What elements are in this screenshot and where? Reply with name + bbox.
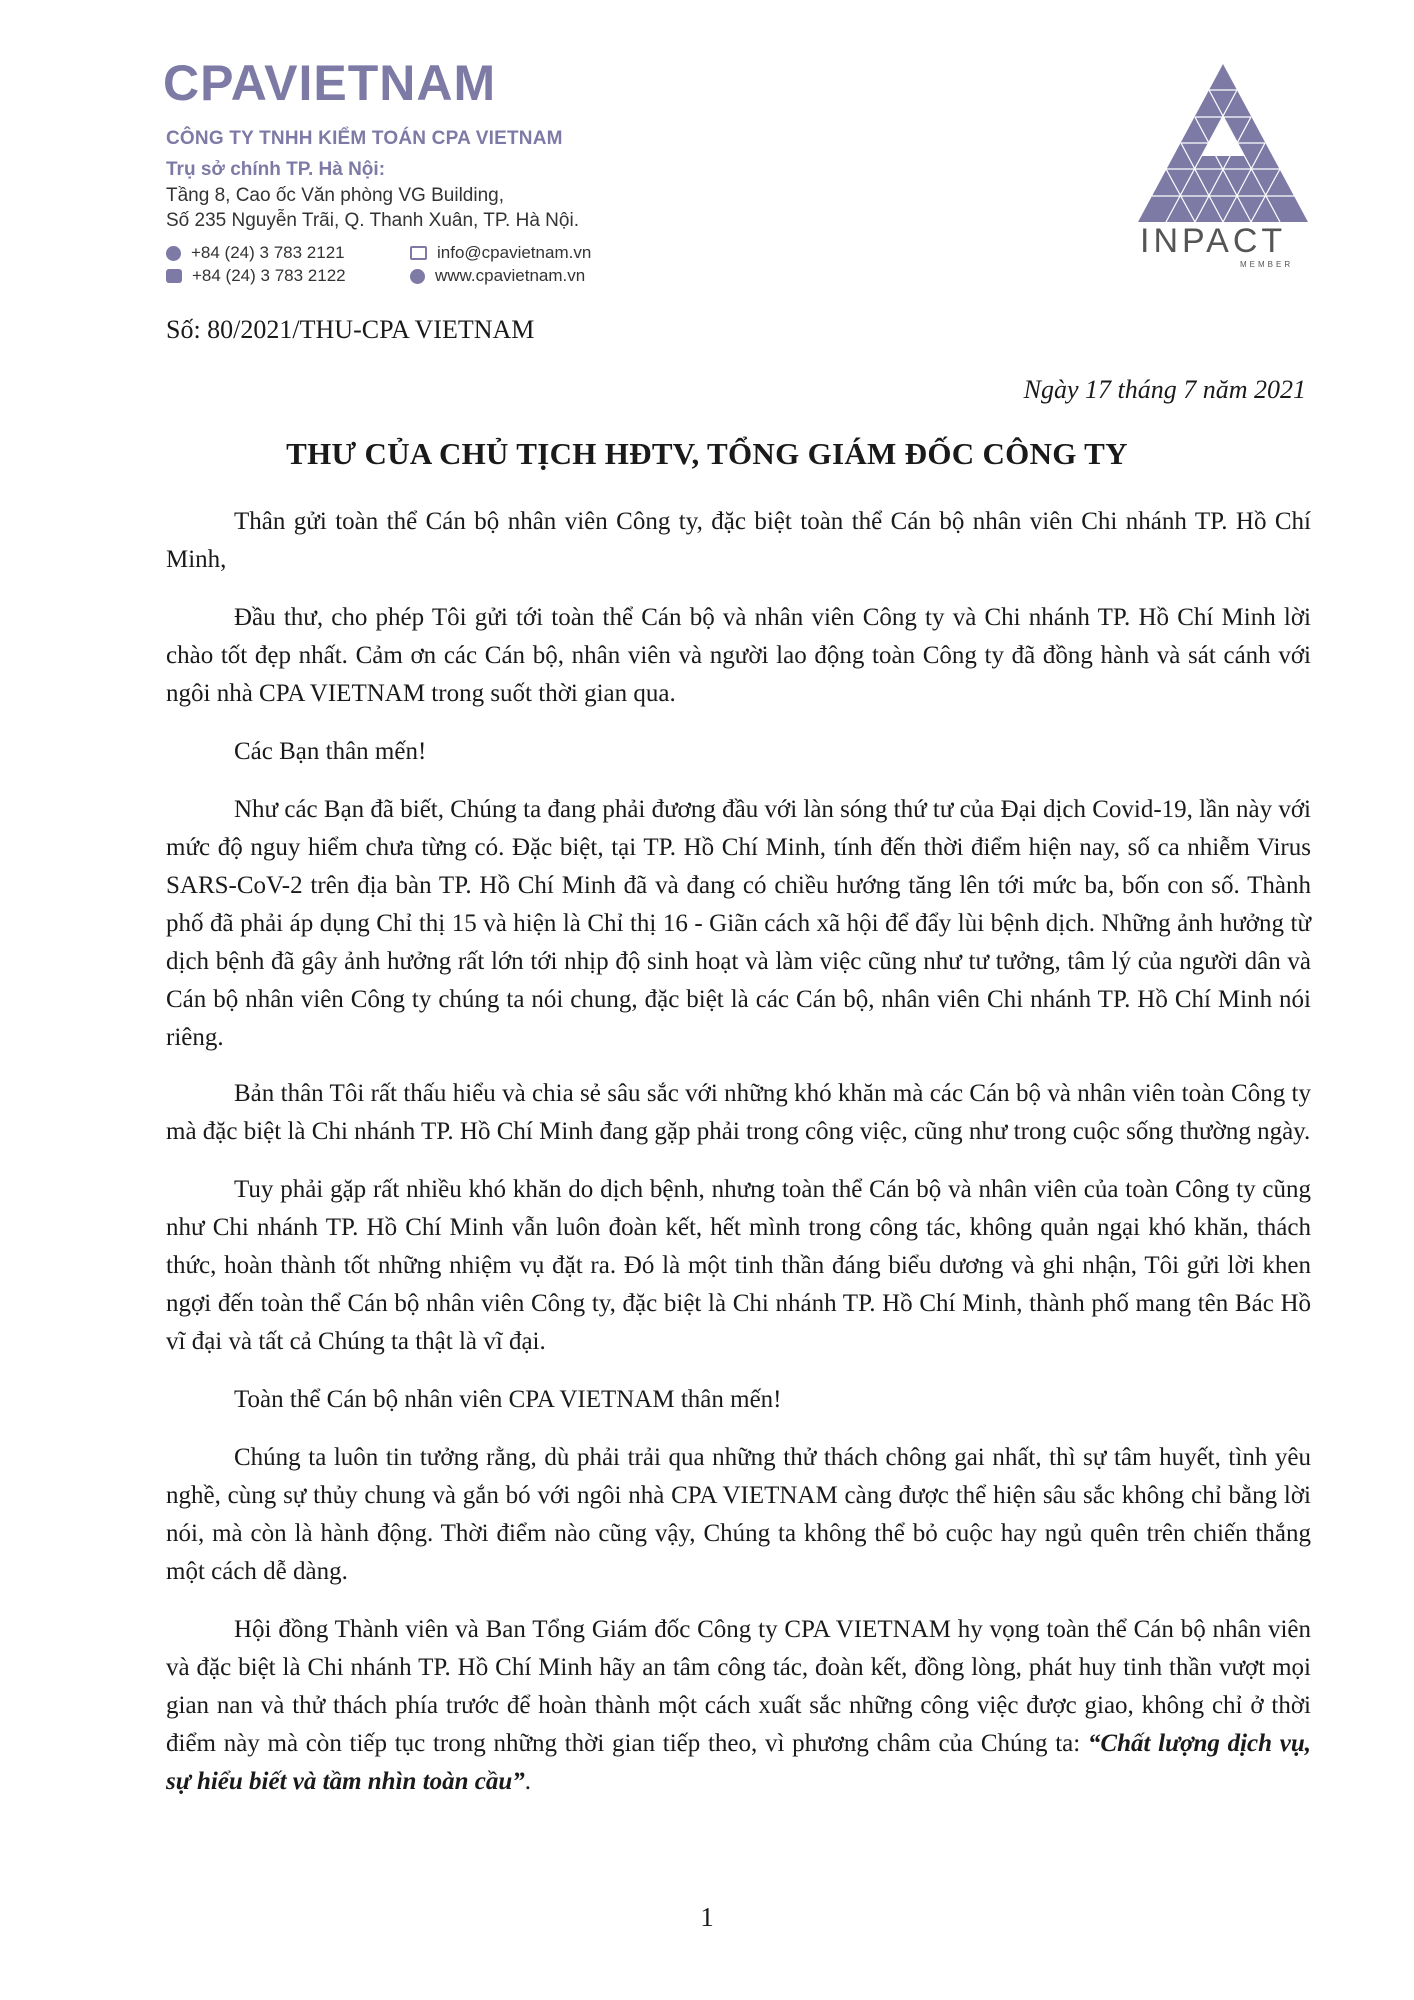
paragraph-sympathy: Bản thân Tôi rất thấu hiểu và chia sẻ sâu sắc với những khó khăn mà các Cán bộ và nhân viên toàn Công ty mà đặc biệt là Chi nhánh TP. Hồ Chí Minh đang gặp phải trong công việc, cũng như trong cuộc sống thường ngày.: [166, 1080, 1311, 1145]
mail-icon: [410, 246, 427, 260]
letter-title: THƯ CỦA CHỦ TỊCH HĐTV, TỔNG GIÁM ĐỐC CÔNG TY: [286, 436, 1128, 471]
paragraph-covid-situation: Như các Bạn đã biết, Chúng ta đang phải đương đầu với làn sóng thứ tư của Đại dịch Covid-19, lần này với mức độ nguy hiểm chưa từng có. Đặc biệt, tại TP. Hồ Chí Minh, tính đến thời điểm hiện nay, số ca nhiễm Virus SARS-CoV-2 trên địa bàn TP. Hồ Chí Minh đã và đang có chiều hướng tăng lên tới mức ba, bốn con số. Thành phố đã phải áp dụng Chỉ thị 15 và hiện là Chỉ thị 16 - Giãn cách xã hội để đẩy lùi bệnh dịch. Những ảnh hưởng từ dịch bệnh đã gây ảnh hưởng rất lớn tới nhịp độ sinh hoạt và làm việc cũng như tư tưởng, tâm lý của người dân và Cán bộ nhân viên Công ty chúng ta nói chung, đặc biệt là các Cán bộ, nhân viên Chi nhánh TP. Hồ Chí Minh nói riêng.: [166, 796, 1311, 1051]
phone-icon: [166, 246, 181, 261]
globe-icon: [410, 269, 425, 284]
inpact-wordmark: INPACT: [1140, 222, 1287, 260]
fax-icon: [166, 269, 182, 283]
company-name: CÔNG TY TNHH KIỂM TOÁN CPA VIETNAM: [166, 128, 563, 149]
document-number: Số: 80/2021/THU-CPA VIETNAM: [166, 315, 535, 344]
website-url: www.cpavietnam.vn: [435, 266, 586, 285]
hq-label: Trụ sở chính TP. Hà Nội:: [166, 159, 386, 180]
address-line-2: Số 235 Nguyễn Trãi, Q. Thanh Xuân, TP. Hà Nội.: [166, 210, 579, 231]
fax-contact: [166, 266, 346, 286]
paragraph-closing: [166, 1611, 1311, 1801]
company-logo: CPAVIETNAM: [163, 55, 497, 111]
email-address: info@cpavietnam.vn: [437, 243, 592, 262]
paragraph-salutation: Các Bạn thân mến!: [234, 738, 427, 765]
phone-number: +84 (24) 3 783 2121: [191, 243, 345, 262]
paragraph-belief: Chúng ta luôn tin tưởng rằng, dù phải trải qua những thử thách chông gai nhất, thì sự tâm huyết, tình yêu nghề, cùng sự thủy chung và gắn bó với ngôi nhà CPA VIETNAM càng được thể hiện sâu sắc không chỉ bằng lời nói, mà còn là hành động. Thời điểm nào cũng vậy, Chúng ta không thể bỏ cuộc hay ngủ quên trên chiến thắng một cách dễ dàng.: [166, 1444, 1311, 1585]
closing-text: Hội đồng Thành viên và Ban Tổng Giám đốc Công ty CPA VIETNAM hy vọng toàn thể Cán bộ nhân viên và đặc biệt là Chi nhánh TP. Hồ Chí Minh hãy an tâm công tác, đoàn kết, đồng lòng, phát huy tinh thần vượt mọi gian nan và thử thách phía trước để hoàn thành một cách xuất sắc những công việc được giao, không chỉ ở thời điểm này mà còn tiếp tục trong những thời gian tiếp theo, vì phương châm của Chúng ta:: [166, 1616, 1311, 1757]
company-motto: “Chất lượng dịch vụ, sự hiểu biết và tầm nhìn toàn cầu”: [166, 1730, 1312, 1795]
inpact-member-label: MEMBER: [1240, 260, 1294, 269]
letter-body: [166, 503, 1311, 1821]
paragraph-salutation-2: Toàn thể Cán bộ nhân viên CPA VIETNAM thân mến!: [234, 1386, 782, 1413]
website-contact: [410, 266, 585, 286]
paragraph-praise: Tuy phải gặp rất nhiều khó khăn do dịch bệnh, nhưng toàn thể Cán bộ và nhân viên của toàn Công ty cũng như Chi nhánh TP. Hồ Chí Minh vẫn luôn đoàn kết, hết mình trong công tác, không quản ngại khó khăn, thách thức, hoàn thành tốt những nhiệm vụ đặt ra. Đó là một tinh thần đáng biểu dương và ghi nhận, Tôi gửi lời khen ngợi đến toàn thể Cán bộ nhân viên Công ty, đặc biệt là Chi nhánh TP. Hồ Chí Minh, thành phố mang tên Bác Hồ vĩ đại và tất cả Chúng ta thật là vĩ đại.: [166, 1176, 1311, 1355]
paragraph-greeting: Thân gửi toàn thể Cán bộ nhân viên Công ty, đặc biệt toàn thể Cán bộ nhân viên Chi nhánh TP. Hồ Chí Minh,: [166, 508, 1311, 573]
fax-number: +84 (24) 3 783 2122: [192, 266, 346, 285]
closing-period: .: [524, 1768, 532, 1795]
paragraph-opening: Đầu thư, cho phép Tôi gửi tới toàn thể Cán bộ và nhân viên Công ty và Chi nhánh TP. Hồ Chí Minh lời chào tốt đẹp nhất. Cảm ơn các Cán bộ, nhân viên và người lao động toàn Công ty đã đồng hành và sát cánh với ngôi nhà CPA VIETNAM trong suốt thời gian qua.: [166, 604, 1311, 707]
phone-contact: [166, 243, 345, 263]
page-number: 1: [700, 1902, 714, 1932]
inpact-triangle-logo: [1138, 64, 1308, 222]
email-contact: [410, 243, 591, 263]
address-line-1: Tầng 8, Cao ốc Văn phòng VG Building,: [166, 185, 505, 206]
letter-date: Ngày 17 tháng 7 năm 2021: [1023, 375, 1306, 404]
